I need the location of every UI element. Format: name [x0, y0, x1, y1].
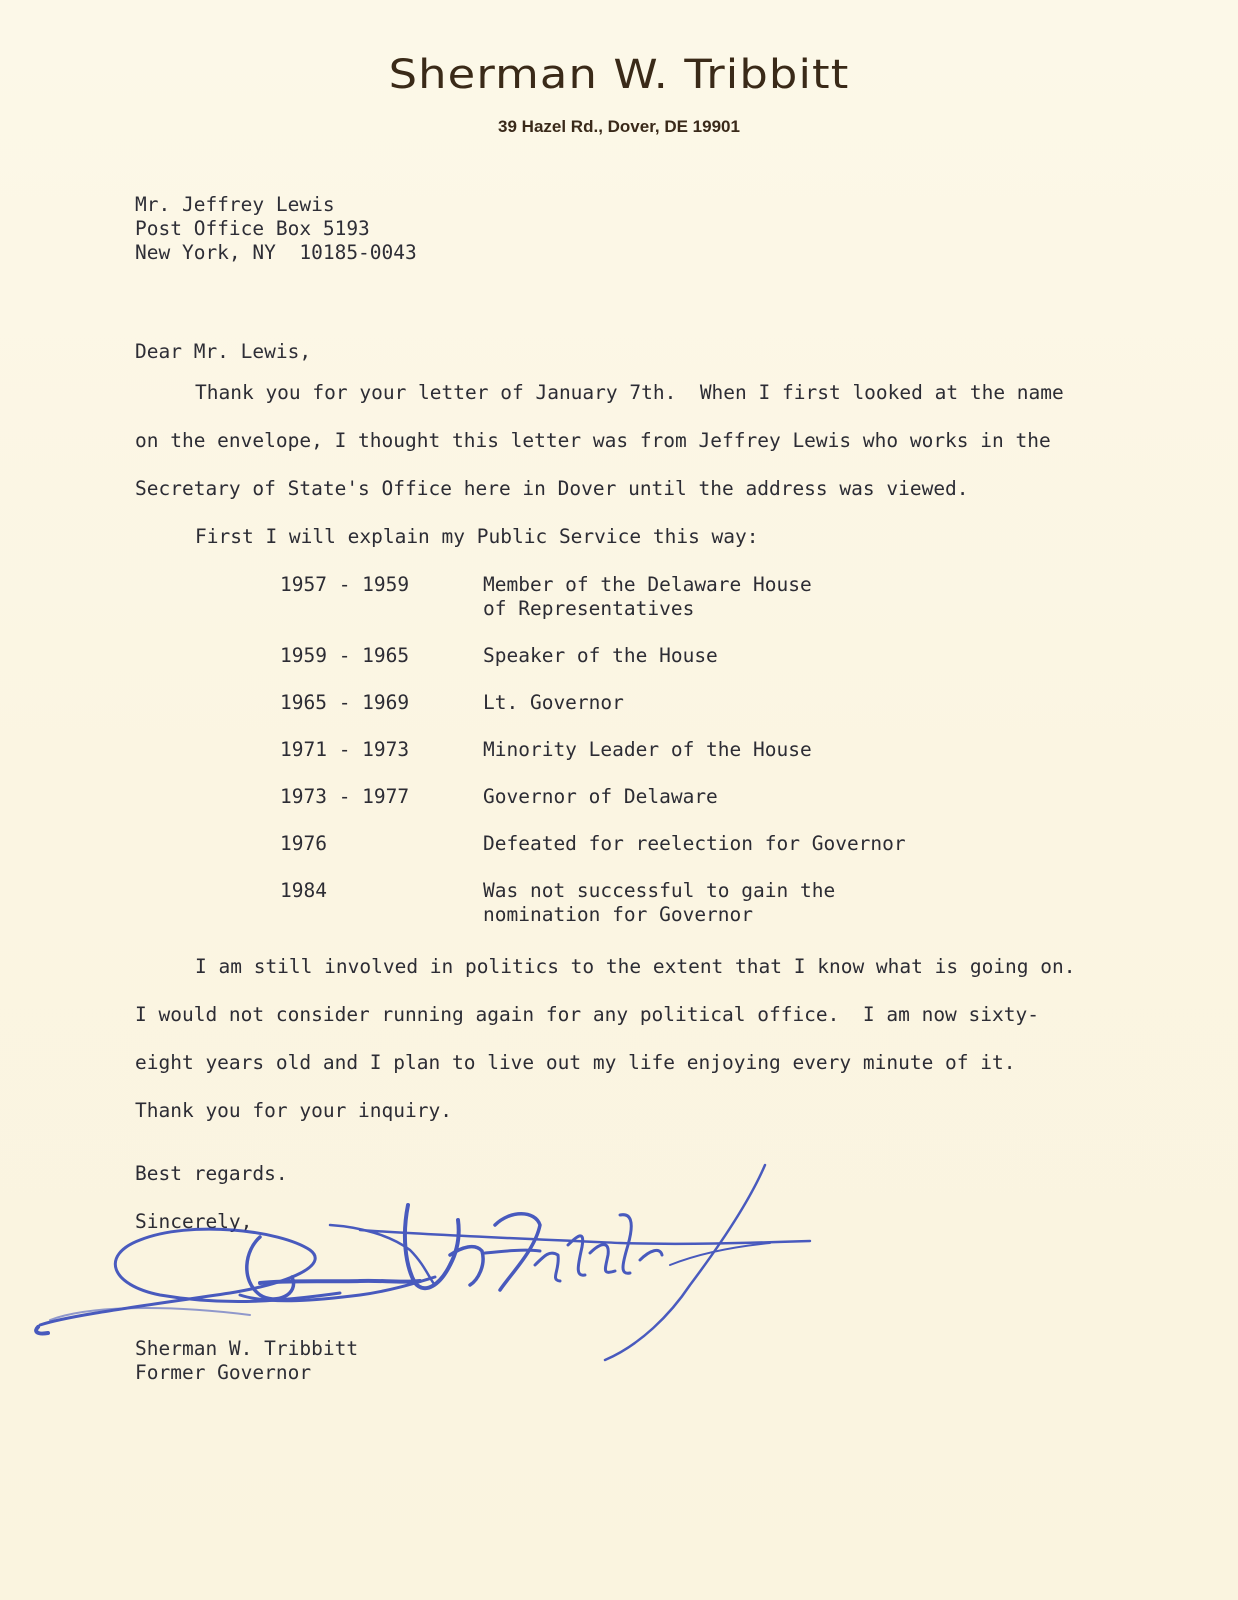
recipient-line: New York, NY 10185-0043	[135, 241, 417, 264]
service-role: Minority Leader of the House	[483, 738, 812, 761]
paragraph-line: I would not consider running again for any political office. I am now sixty-	[135, 1003, 1039, 1026]
paragraph-line: Thank you for your letter of January 7th. When I first looked at the name	[195, 381, 1064, 404]
salutation: Dear Mr. Lewis,	[135, 340, 312, 363]
public-service-list	[280, 573, 980, 950]
paragraph-line: on the envelope, I thought this letter was from Jeffrey Lewis who works in the	[135, 429, 1051, 452]
service-years: 1959 - 1965	[280, 644, 410, 667]
service-years: 1965 - 1969	[280, 691, 410, 714]
service-row	[280, 738, 980, 762]
handwritten-signature	[30, 1155, 830, 1365]
paragraph-closing	[135, 943, 1115, 1135]
letterhead-name: Sherman W. Tribbitt	[388, 52, 850, 98]
signatory-title: Former Governor	[135, 1361, 312, 1384]
service-row	[280, 832, 980, 856]
sincerely: Sincerely,	[135, 1210, 253, 1233]
service-row	[280, 644, 980, 668]
service-years: 1973 - 1977	[280, 785, 410, 808]
paragraph-line: I am still involved in politics to the extent that I know what is going on.	[195, 955, 1076, 978]
letterhead-address: 39 Hazel Rd., Dover, DE 19901	[498, 117, 740, 136]
service-years: 1984	[280, 879, 327, 902]
service-role: Governor of Delaware	[483, 785, 718, 808]
paragraph-line: eight years old and I plan to live out my life enjoying every minute of it.	[135, 1051, 1016, 1074]
signatory-name: Sherman W. Tribbitt	[135, 1337, 359, 1360]
recipient-address	[135, 193, 417, 265]
service-role: Member of the Delaware House of Representatives	[483, 573, 812, 620]
service-row	[280, 879, 980, 927]
paragraph-line: Secretary of State's Office here in Dover until the address was viewed.	[135, 477, 969, 500]
paragraph-line: Thank you for your inquiry.	[135, 1099, 452, 1122]
service-role: Speaker of the House	[483, 644, 718, 667]
service-row	[280, 573, 980, 621]
best-regards: Best regards.	[135, 1162, 288, 1185]
service-years: 1971 - 1973	[280, 738, 410, 761]
service-role: Was not successful to gain the nomination for Governor	[483, 879, 836, 926]
service-row	[280, 691, 980, 715]
recipient-line: Mr. Jeffrey Lewis	[135, 193, 335, 216]
service-years: 1976	[280, 832, 327, 855]
service-role: Lt. Governor	[483, 691, 624, 714]
paragraph-line: First I will explain my Public Service this way:	[195, 525, 759, 548]
service-role: Defeated for reelection for Governor	[483, 832, 906, 855]
recipient-line: Post Office Box 5193	[135, 217, 370, 240]
paragraph-intro	[135, 369, 1115, 513]
paragraph-service-intro	[135, 513, 1115, 561]
service-years: 1957 - 1959	[280, 573, 410, 596]
service-row	[280, 785, 980, 809]
